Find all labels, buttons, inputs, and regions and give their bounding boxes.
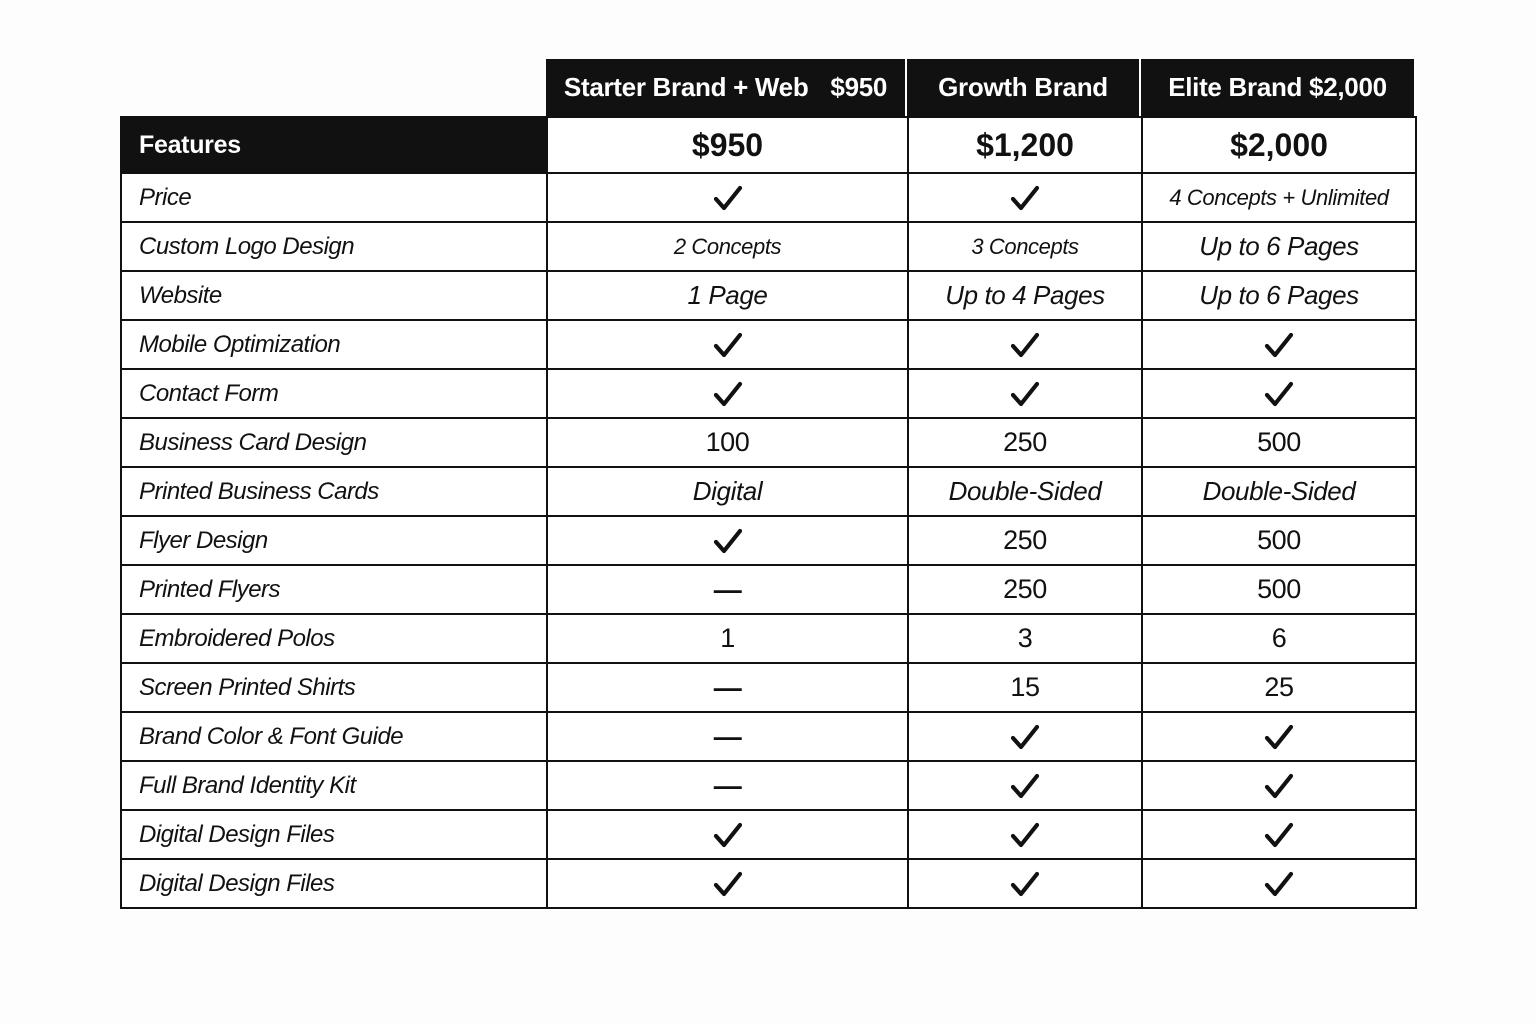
features-header: Features (121, 117, 547, 173)
cell-growth (908, 663, 1142, 712)
cell-value: 15 (1010, 672, 1040, 702)
cell-elite (1142, 663, 1416, 712)
cell-starter (547, 369, 908, 418)
cell-growth (908, 173, 1142, 222)
feature-label: Printed Business Cards (121, 467, 547, 516)
cell-value: 500 (1257, 427, 1301, 457)
cell-starter (547, 467, 908, 516)
cell-starter (547, 712, 908, 761)
cell-starter (547, 565, 908, 614)
cell-growth (908, 418, 1142, 467)
checkmark-icon (1010, 380, 1040, 410)
feature-label: Brand Color & Font Guide (121, 712, 547, 761)
plan-header-elite (1141, 59, 1414, 116)
checkmark-icon (1010, 331, 1040, 361)
cell-starter (547, 663, 908, 712)
cell-elite (1142, 761, 1416, 810)
feature-label: Website (121, 271, 547, 320)
cell-starter (547, 859, 908, 908)
dash-mark: — (713, 720, 742, 752)
table-row (121, 320, 1416, 369)
table-row (121, 663, 1416, 712)
table-row (121, 810, 1416, 859)
cell-starter (547, 271, 908, 320)
cell-value: Up to 4 Pages (945, 280, 1105, 310)
table-row (121, 467, 1416, 516)
cell-starter (547, 614, 908, 663)
cell-elite (1142, 810, 1416, 859)
feature-label: Business Card Design (121, 418, 547, 467)
feature-label: Digital Design Files (121, 859, 547, 908)
feature-comparison-table (120, 116, 1417, 909)
feature-label: Printed Flyers (121, 565, 547, 614)
feature-label: Full Brand Identity Kit (121, 761, 547, 810)
cell-growth (908, 761, 1142, 810)
checkmark-icon (713, 184, 743, 214)
cell-value: 500 (1257, 574, 1301, 604)
cell-value: Double-Sided (1202, 476, 1356, 506)
cell-elite (1142, 369, 1416, 418)
cell-elite (1142, 320, 1416, 369)
cell-value: Up to 6 Pages (1199, 231, 1359, 261)
price-header-row (121, 117, 1416, 173)
cell-elite (1142, 222, 1416, 271)
checkmark-icon (1264, 870, 1294, 900)
cell-elite (1142, 614, 1416, 663)
cell-growth (908, 320, 1142, 369)
cell-elite (1142, 859, 1416, 908)
price-growth: $1,200 (908, 117, 1142, 173)
checkmark-icon (1264, 331, 1294, 361)
cell-elite (1142, 712, 1416, 761)
plan-header-growth (907, 59, 1141, 116)
feature-label: Custom Logo Design (121, 222, 547, 271)
table-row (121, 614, 1416, 663)
cell-elite (1142, 271, 1416, 320)
cell-starter (547, 516, 908, 565)
cell-growth (908, 271, 1142, 320)
checkmark-icon (713, 870, 743, 900)
plan-name-starter: Starter Brand + Web (563, 72, 809, 102)
table-row (121, 418, 1416, 467)
checkmark-icon (1264, 723, 1294, 753)
cell-starter (547, 173, 908, 222)
table-row (121, 565, 1416, 614)
feature-label: Mobile Optimization (121, 320, 547, 369)
cell-elite (1142, 565, 1416, 614)
cell-growth (908, 859, 1142, 908)
cell-value: 250 (1003, 525, 1047, 555)
cell-growth (908, 614, 1142, 663)
dash-mark: — (713, 769, 742, 801)
cell-value: 25 (1264, 672, 1294, 702)
checkmark-icon (1010, 870, 1040, 900)
checkmark-icon (1010, 772, 1040, 802)
cell-value: 3 Concepts (971, 233, 1079, 259)
table-row (121, 761, 1416, 810)
cell-value: 250 (1003, 427, 1047, 457)
cell-value: 250 (1003, 574, 1047, 604)
cell-value: 500 (1257, 525, 1301, 555)
checkmark-icon (1010, 821, 1040, 851)
table-row (121, 173, 1416, 222)
checkmark-icon (713, 331, 743, 361)
feature-label: Contact Form (121, 369, 547, 418)
cell-growth (908, 467, 1142, 516)
cell-value: Double-Sided (948, 476, 1102, 506)
cell-growth (908, 516, 1142, 565)
cell-value: 6 (1271, 623, 1287, 653)
cell-value: 4 Concepts + Unlimited (1169, 184, 1389, 210)
cell-growth (908, 712, 1142, 761)
cell-value: 1 Page (687, 280, 768, 310)
checkmark-icon (713, 380, 743, 410)
table-row (121, 271, 1416, 320)
checkmark-icon (1264, 821, 1294, 851)
cell-elite (1142, 173, 1416, 222)
checkmark-icon (713, 821, 743, 851)
cell-value: 3 (1017, 623, 1033, 653)
cell-value: Up to 6 Pages (1199, 280, 1359, 310)
plan-header-starter (546, 59, 907, 116)
dash-mark: — (713, 671, 742, 703)
cell-starter (547, 418, 908, 467)
plan-price-starter: $950 (830, 72, 888, 102)
table-row (121, 369, 1416, 418)
plan-name-elite: Elite Brand $2,000 (1168, 72, 1387, 102)
cell-value: 1 (720, 623, 735, 653)
cell-starter (547, 222, 908, 271)
cell-growth (908, 565, 1142, 614)
plan-header-row (546, 59, 1414, 116)
cell-value: 2 Concepts (673, 233, 782, 259)
price-elite: $2,000 (1142, 117, 1416, 173)
cell-elite (1142, 467, 1416, 516)
checkmark-icon (1264, 772, 1294, 802)
table-row (121, 712, 1416, 761)
table-row (121, 222, 1416, 271)
cell-starter (547, 761, 908, 810)
cell-elite (1142, 418, 1416, 467)
table-row (121, 516, 1416, 565)
price-starter: $950 (547, 117, 908, 173)
cell-value: Digital (692, 476, 763, 506)
feature-label: Price (121, 173, 547, 222)
checkmark-icon (1010, 723, 1040, 753)
plan-name-growth: Growth Brand (938, 72, 1108, 102)
cell-growth (908, 369, 1142, 418)
feature-label: Digital Design Files (121, 810, 547, 859)
feature-label: Screen Printed Shirts (121, 663, 547, 712)
cell-growth (908, 810, 1142, 859)
cell-starter (547, 320, 908, 369)
checkmark-icon (1264, 380, 1294, 410)
checkmark-icon (1010, 184, 1040, 214)
cell-growth (908, 222, 1142, 271)
dash-mark: — (713, 573, 742, 605)
checkmark-icon (713, 527, 743, 557)
feature-label: Embroidered Polos (121, 614, 547, 663)
cell-elite (1142, 516, 1416, 565)
table-row (121, 859, 1416, 908)
cell-starter (547, 810, 908, 859)
feature-label: Flyer Design (121, 516, 547, 565)
cell-value: 100 (705, 427, 750, 457)
